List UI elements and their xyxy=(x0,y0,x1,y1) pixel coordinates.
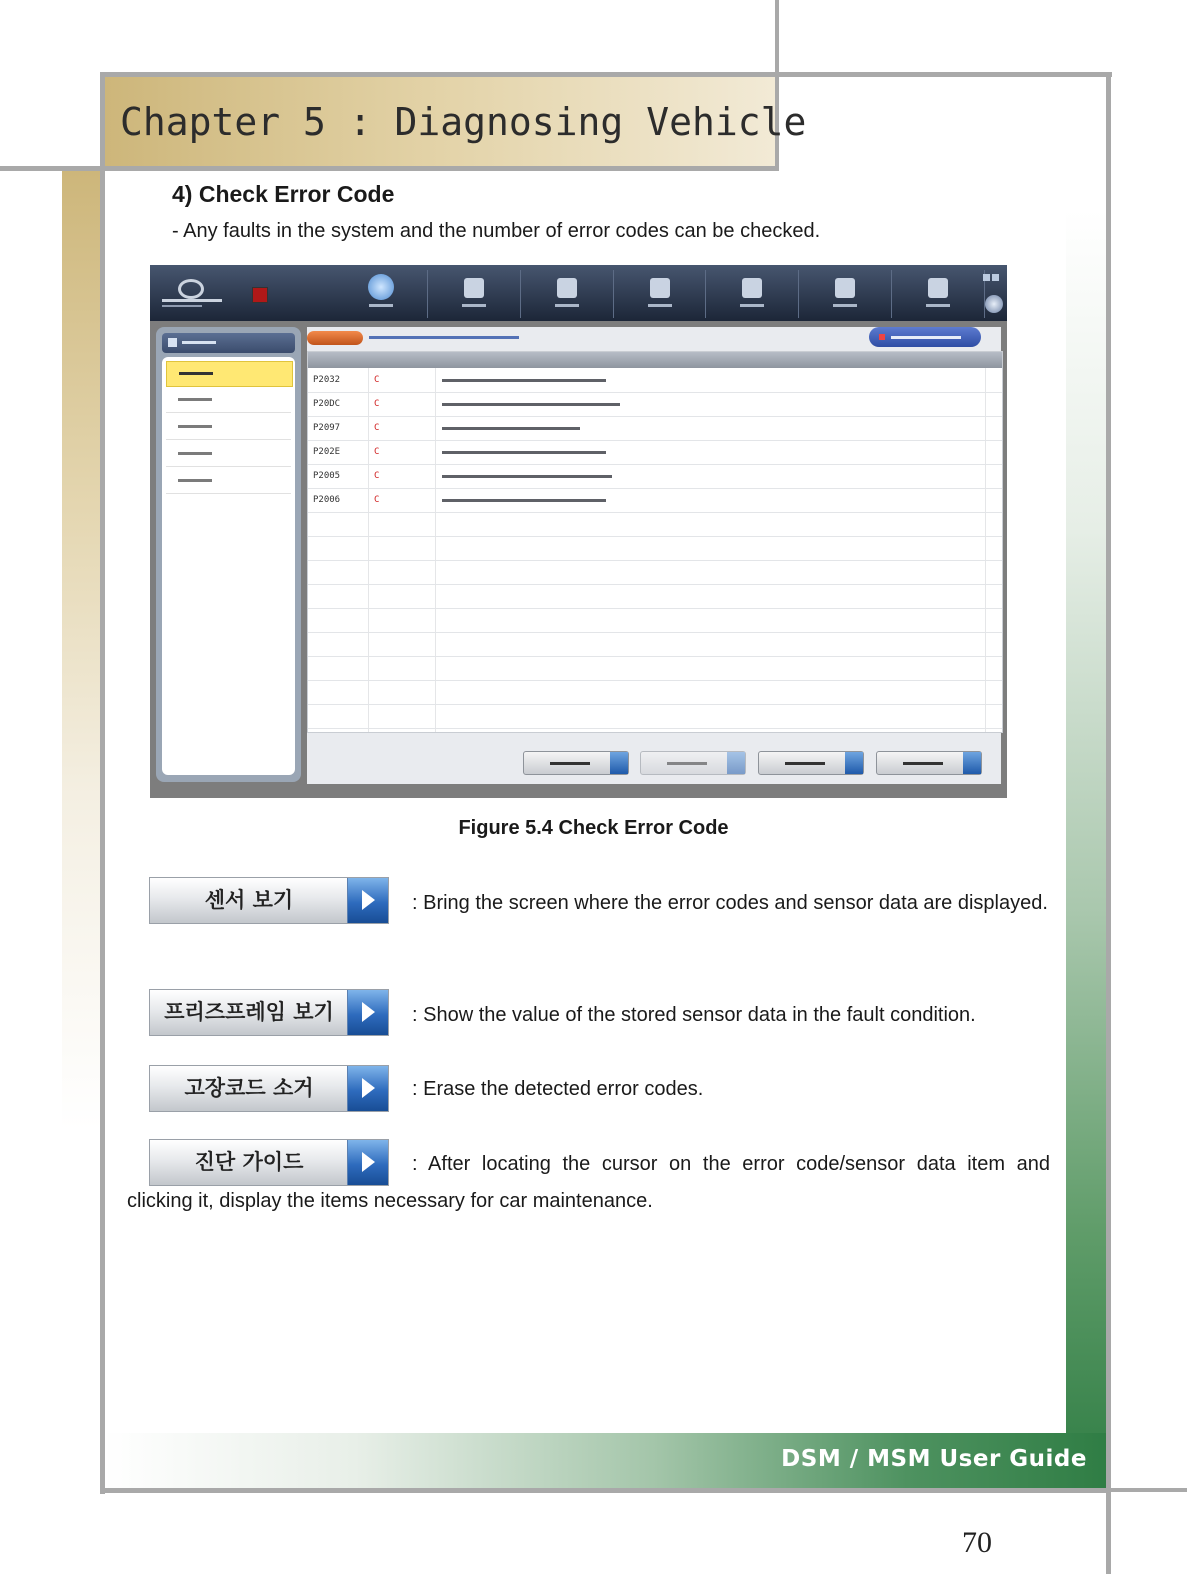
freeze-frame-mini-button xyxy=(640,751,746,775)
freeze-frame-label: 프리즈프레임 보기 xyxy=(164,1000,334,1024)
menu-item xyxy=(166,361,293,387)
freeze-frame-description: : Show the value of the stored sensor data in the fault condition. xyxy=(412,1004,976,1026)
frame-line xyxy=(100,72,105,1494)
sensor-view-button[interactable] xyxy=(149,877,389,924)
breadcrumb-button xyxy=(307,331,363,345)
table-row: P2005 C xyxy=(308,465,1002,489)
alert-icon xyxy=(252,287,268,303)
menu-item xyxy=(166,469,291,494)
diagnosis-screenshot xyxy=(150,265,1007,798)
clear-error-codes-label: 고장코드 소거 xyxy=(184,1076,314,1100)
section-heading: 4) Check Error Code xyxy=(172,181,395,207)
figure-caption: Figure 5.4 Check Error Code xyxy=(458,817,729,839)
arrow-right-icon xyxy=(347,1066,388,1111)
detail-diagnosis-button xyxy=(869,327,981,347)
arrow-right-icon xyxy=(347,878,388,923)
menu-item xyxy=(166,442,291,467)
table-row: P2097 C xyxy=(308,417,1002,441)
frame-line xyxy=(775,0,779,170)
scope-tool-icon xyxy=(521,270,614,318)
left-gold-bar xyxy=(62,170,104,1130)
diag-guide-mini-button xyxy=(876,751,982,775)
globe-icon xyxy=(985,295,1003,313)
sensor-view-description: : Bring the screen where the error codes and sensor data are displayed. xyxy=(412,892,1048,914)
frame-line xyxy=(0,166,779,171)
monitor-tool-icon xyxy=(799,270,892,318)
table-row xyxy=(308,657,1002,681)
table-header xyxy=(308,352,1002,368)
section-intro: - Any faults in the system and the number of error codes can be checked. xyxy=(172,220,821,242)
breadcrumb xyxy=(369,336,519,339)
app-top-bar xyxy=(150,265,1007,321)
sensor-view-label: 센서 보기 xyxy=(204,888,294,912)
menu-panel xyxy=(162,357,295,775)
frame-line xyxy=(102,72,1112,77)
table-row xyxy=(308,633,1002,657)
table-row xyxy=(308,585,1002,609)
footer-guide-title: DSM / MSM User Guide xyxy=(781,1446,1087,1472)
table-row xyxy=(308,681,1002,705)
chapter-title: Chapter 5 : Diagnosing Vehicle xyxy=(120,100,807,144)
table-row xyxy=(308,705,1002,729)
ssangyong-logo xyxy=(162,279,220,309)
frame-line xyxy=(1066,1488,1187,1492)
error-code-table xyxy=(307,351,1003,733)
menu-item xyxy=(166,388,291,413)
clear-error-codes-button[interactable] xyxy=(149,1065,389,1112)
diagnosis-guide-label: 진단 가이드 xyxy=(194,1150,304,1174)
sensor-view-mini-button xyxy=(523,751,629,775)
error-code-panel xyxy=(307,327,1001,784)
blackbox-tool-icon xyxy=(614,270,707,318)
table-row: P2006 C xyxy=(308,489,1002,513)
diagnosis-tool-icon xyxy=(335,270,428,318)
can-tool-icon xyxy=(706,270,799,318)
app-toolbar xyxy=(335,270,985,318)
clear-codes-mini-button xyxy=(758,751,864,775)
right-green-bar xyxy=(1066,210,1108,1490)
table-row: P20DC C xyxy=(308,393,1002,417)
diagnosis-guide-description: : After locating the cursor on the error code/sensor data item and clicking it, display the items necessary for car maintenance. xyxy=(127,1153,1050,1212)
table-row xyxy=(308,609,1002,633)
clear-error-codes-description: : Erase the detected error codes. xyxy=(412,1078,704,1100)
frame-line xyxy=(100,1488,1111,1493)
guide-tool-icon xyxy=(428,270,521,318)
table-row xyxy=(308,513,1002,537)
table-row xyxy=(308,561,1002,585)
menu-header xyxy=(162,333,295,353)
window-controls xyxy=(981,268,1001,276)
table-row xyxy=(308,537,1002,561)
table-row: P202E C xyxy=(308,441,1002,465)
diagnosis-menu xyxy=(156,327,301,782)
page-number: 70 xyxy=(962,1526,992,1559)
table-row: P2032 C xyxy=(308,369,1002,393)
menu-item xyxy=(166,415,291,440)
settings-tool-icon xyxy=(892,270,985,318)
